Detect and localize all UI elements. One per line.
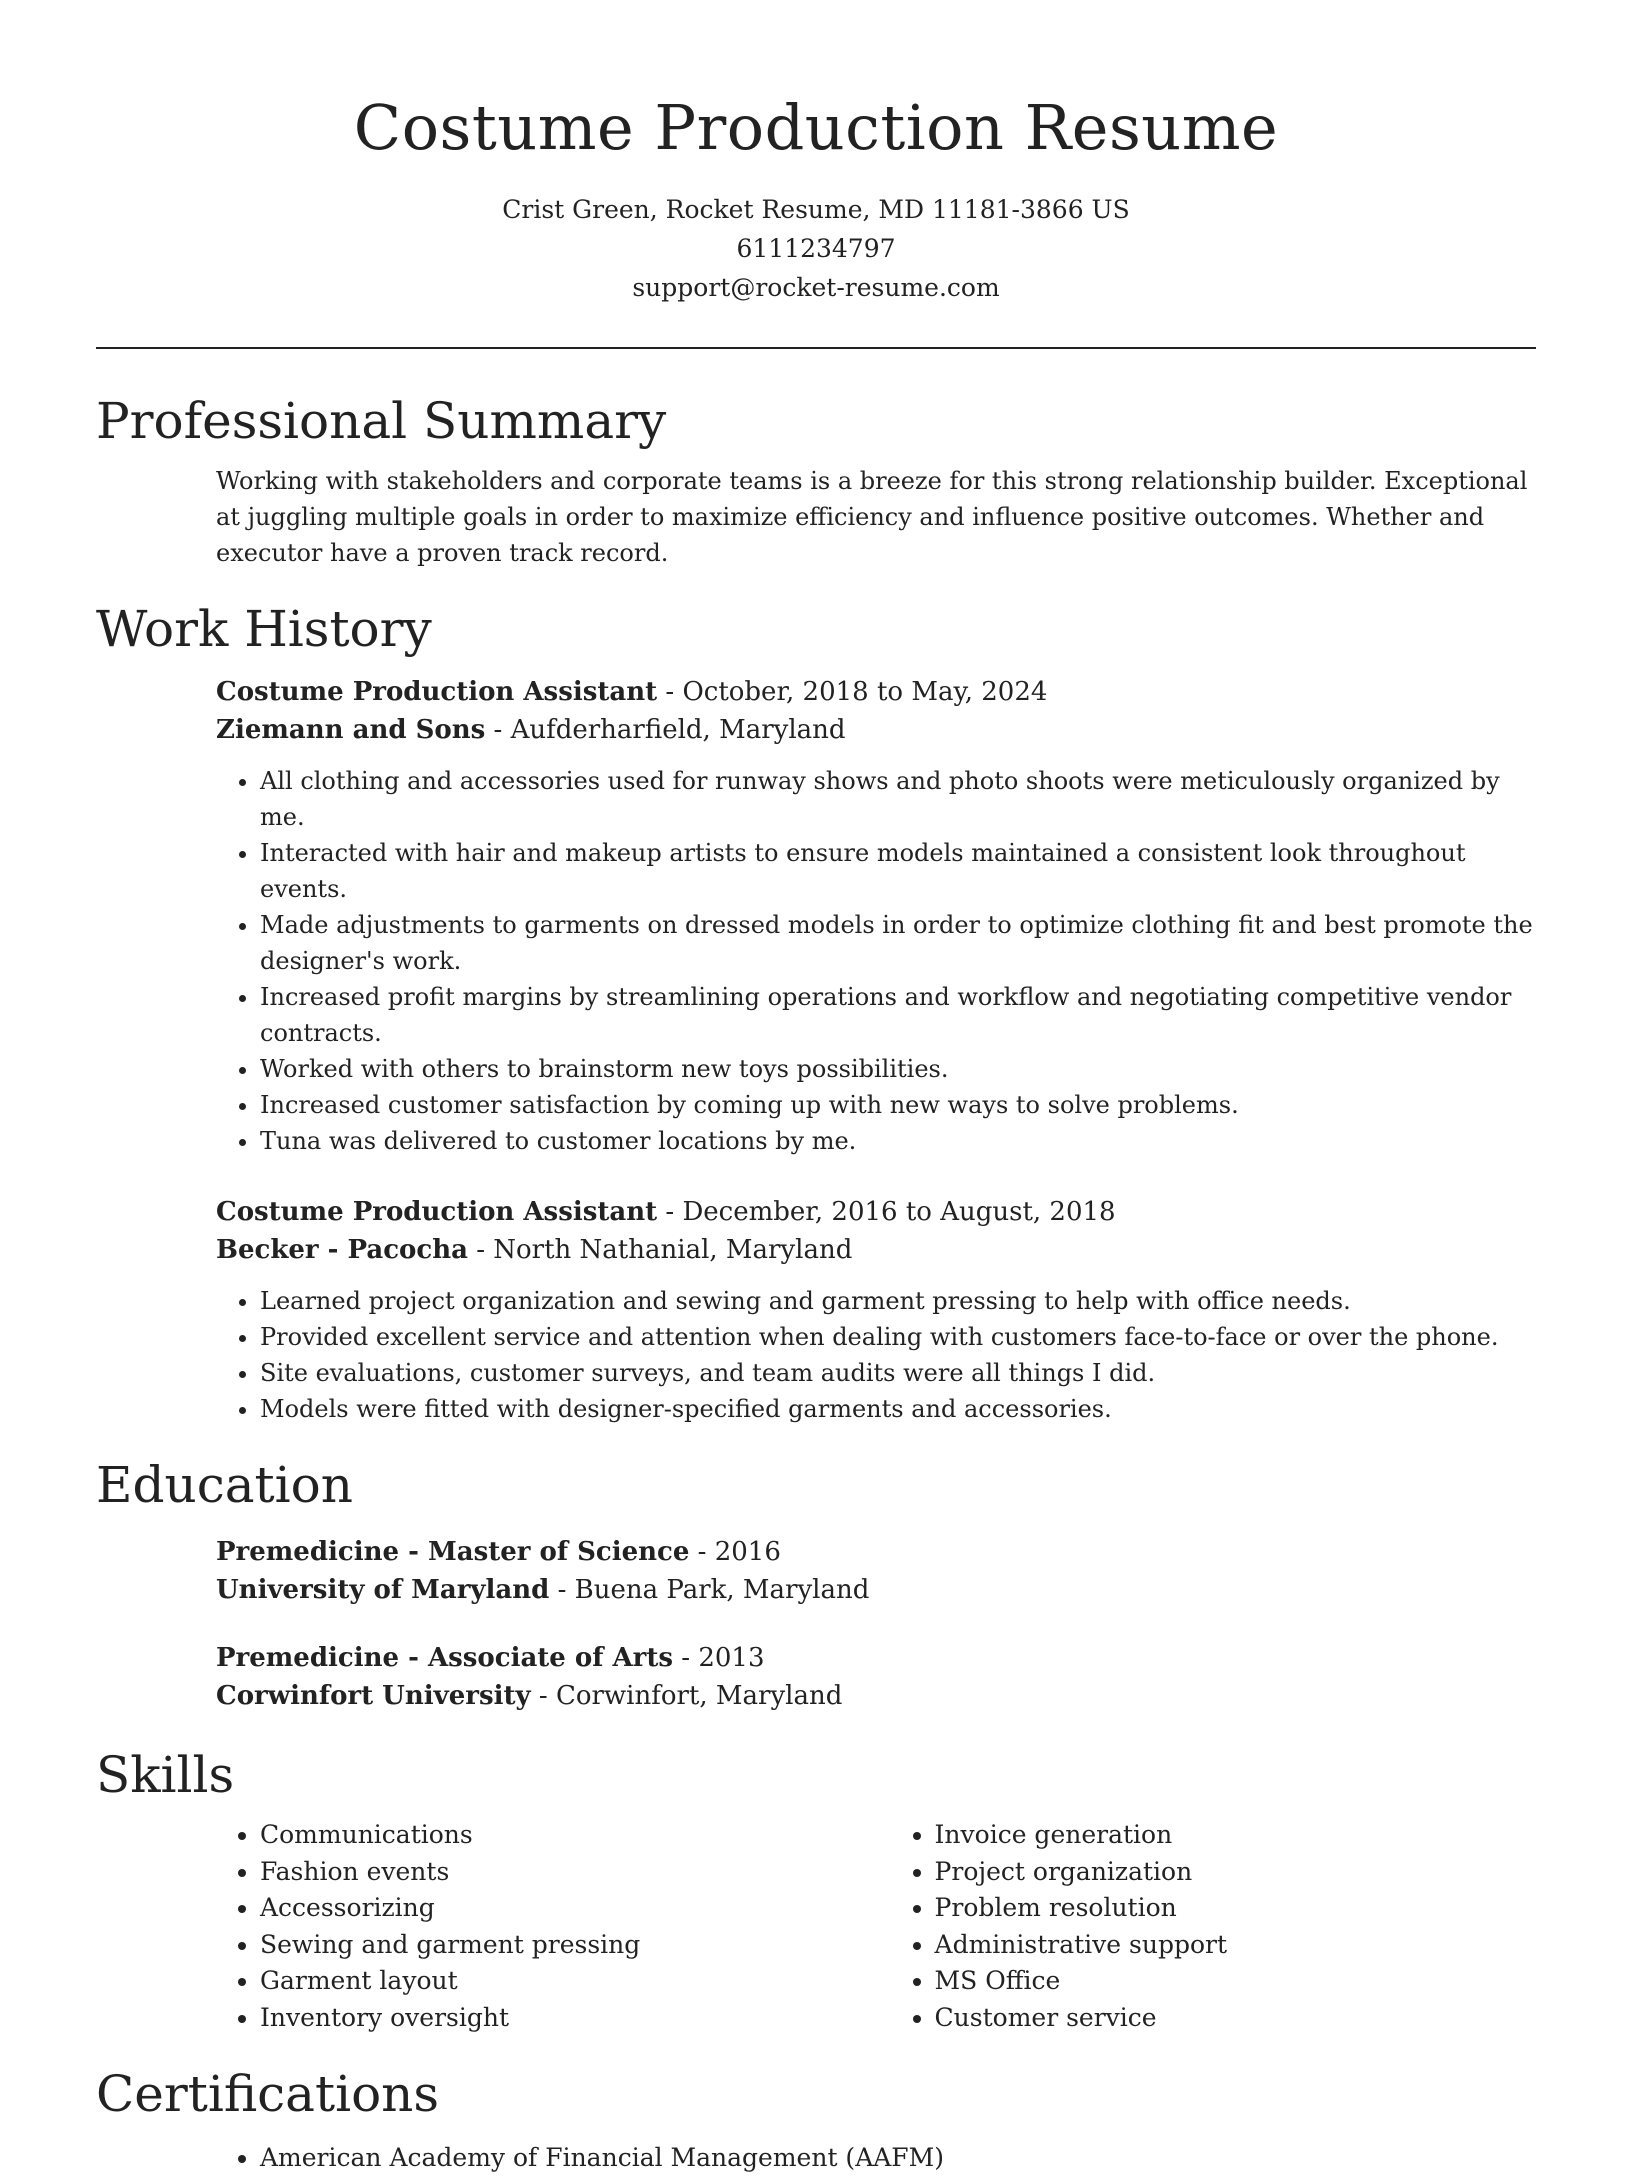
job-company: Becker - Pacocha [216,1235,468,1265]
job-bullet: • Learned project organization and sewing and garment pressing to help with office needs. [260,1283,1536,1319]
skills-column-2 [891,1817,1536,2036]
skill-item: • Invoice generation [935,1817,1536,1854]
job-dates: - December, 2016 to August, 2018 [657,1197,1116,1227]
education-entry [216,1639,1536,1715]
education-school-line [216,1677,1536,1715]
job-title-line [216,673,1536,711]
education-degree-line [216,1639,1536,1677]
education-degree: Premedicine - Associate of Arts [216,1643,673,1673]
skill-item: • Fashion events [260,1854,891,1891]
job-bullet: • Increased customer satisfaction by coming up with new ways to solve problems. [260,1087,1536,1123]
skills-column-1 [216,1817,891,2036]
section-title-certifications: Certifications [96,2065,440,2123]
job-bullet: • Models were fitted with designer-specified garments and accessories. [260,1391,1536,1427]
education-year: - 2016 [689,1537,781,1567]
section-title-summary: Professional Summary [96,392,667,450]
resume-page [96,0,1536,2176]
skill-item: • Customer service [935,2000,1536,2037]
skill-item: • MS Office [935,1963,1536,2000]
skills-list [216,1817,1536,2036]
certification-item: • American Academy of Financial Management (AAFM) [260,2140,1536,2176]
job-dates: - October, 2018 to May, 2024 [657,677,1048,707]
job-title: Costume Production Assistant [216,677,658,707]
job-company-line [216,1231,1536,1269]
job-title: Costume Production Assistant [216,1197,658,1227]
work-history [216,673,1536,1427]
skill-item: • Inventory oversight [260,2000,891,2037]
job-bullet: • Worked with others to brainstorm new toys possibilities. [260,1051,1536,1087]
skill-item: • Project organization [935,1854,1536,1891]
skill-item: • Communications [260,1817,891,1854]
header-divider [96,347,1536,349]
job-bullet: • Provided excellent service and attention when dealing with customers face-to-face or over the phone. [260,1319,1536,1355]
job-bullet: • All clothing and accessories used for runway shows and photo shoots were meticulously organized by me. [260,763,1536,835]
education-school: University of Maryland [216,1575,550,1605]
job-bullet: • Made adjustments to garments on dressed models in order to optimize clothing fit and best promote the designer's work. [260,907,1536,979]
resume-title: Costume Production Resume [353,91,1279,164]
education-list [216,1533,1536,1715]
contact-address: Crist Green, Rocket Resume, MD 11181-3866 US [502,195,1130,224]
job-company-line [216,711,1536,749]
skill-item: • Sewing and garment pressing [260,1927,891,1964]
education-entry [216,1533,1536,1609]
certifications-list [216,2140,1536,2176]
education-school-line [216,1571,1536,1609]
job-bullets [216,763,1536,1159]
education-year: - 2013 [673,1643,765,1673]
section-title-skills: Skills [96,1746,235,1804]
job-bullets [216,1283,1536,1427]
job-bullet: • Interacted with hair and makeup artists to ensure models maintained a consistent look throughout events. [260,835,1536,907]
job-company: Ziemann and Sons [216,715,486,745]
education-degree: Premedicine - Master of Science [216,1537,690,1567]
section-title-work-history: Work History [96,600,432,658]
job-entry [216,673,1536,1159]
job-entry [216,1193,1536,1427]
education-degree-line [216,1533,1536,1571]
job-bullet: • Site evaluations, customer surveys, and team audits were all things I did. [260,1355,1536,1391]
skill-item: • Garment layout [260,1963,891,2000]
education-location: - Corwinfort, Maryland [530,1681,843,1711]
job-location: - Aufderharfield, Maryland [485,715,846,745]
contact-block [96,190,1536,307]
skill-item: • Problem resolution [935,1890,1536,1927]
contact-email: support@rocket-resume.com [632,273,1000,302]
skill-item: • Administrative support [935,1927,1536,1964]
contact-phone: 6111234797 [736,234,896,263]
skill-item: • Accessorizing [260,1890,891,1927]
job-bullet: • Tuna was delivered to customer locations by me. [260,1123,1536,1159]
certifications-block [216,2140,1536,2176]
education-location: - Buena Park, Maryland [549,1575,870,1605]
job-location: - North Nathanial, Maryland [467,1235,853,1265]
summary-text: Working with stakeholders and corporate teams is a breeze for this strong relationship builder. Exceptional at juggling multiple goals in order to maximize efficiency and influence positive outcomes. Whether and executor have a proven track record. [216,467,1528,567]
education-school: Corwinfort University [216,1681,531,1711]
job-bullet: • Increased profit margins by streamlining operations and workflow and negotiating competitive vendor contracts. [260,979,1536,1051]
job-title-line [216,1193,1536,1231]
section-title-education: Education [96,1456,353,1514]
